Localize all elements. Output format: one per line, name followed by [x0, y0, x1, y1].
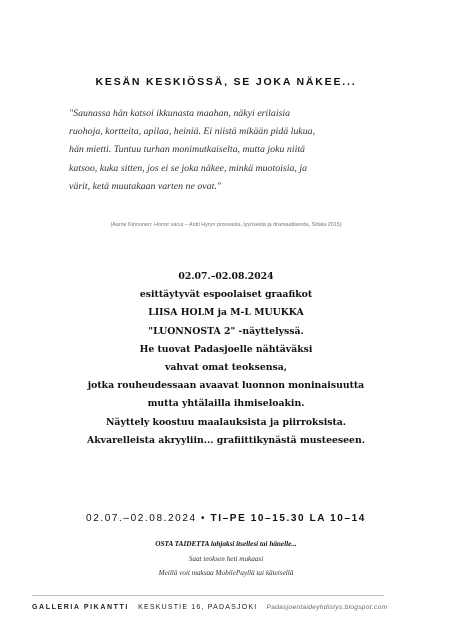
quote-line: värit, ketä muutakaan varten ne ovat."	[69, 180, 221, 192]
purchase-offer	[0, 537, 452, 581]
hours-times: TI–PE 10–15.30 LA 10–14	[210, 513, 366, 524]
bullet-separator: •	[201, 513, 207, 524]
offer-line: Meillä voit maksaa MobilePayllä tai käteisellä	[158, 569, 294, 577]
quote-source: (Aarne Kinnunen: Horror vacui – Antti Hyryn proosasta, lyyrisestä ja dramaattisesta, Siltala 2015)	[110, 222, 342, 228]
footer	[32, 604, 422, 611]
quote-block	[69, 105, 391, 196]
website-link[interactable]: Padasjoentaideyhdistys.blogspot.com	[266, 604, 388, 611]
gallery-address: KESKUSTIE 16, PADASJOKI	[138, 604, 258, 611]
info-line: Näyttely koostuu maalauksista ja piirroksista.	[105, 416, 347, 428]
info-line: vahvat omat teoksensa,	[165, 362, 287, 374]
exhibition-title: "LUONNOSTA 2" -näyttelyssä.	[148, 325, 304, 337]
exhibition-info	[0, 268, 452, 450]
info-line: Akvarelleista akryyliin... grafiittikynästä musteeseen.	[87, 434, 365, 446]
info-line: esittäytyvät espoolaiset graafikot	[139, 289, 313, 301]
quote-line: hän mietti. Tuntuu turhan monimutkaiselta, mutta joku niitä	[69, 144, 305, 156]
gallery-name: GALLERIA PIKANTTI	[32, 604, 129, 611]
quote-line: katsoo, kuka sitten, jos ei se joka näkee, minkä muotoisia, ja	[69, 162, 308, 174]
info-line: jotka rouheudessaan avaavat luonnon moninaisuutta	[87, 380, 365, 392]
headline: KESÄN KESKIÖSSÄ, SE JOKA NÄKEE...	[95, 76, 357, 88]
offer-title: OSTA TAIDETTA lahjaksi itsellesi tai hänelle...	[155, 540, 297, 548]
artist-names: LIISA HOLM ja M-L MUUKKA	[148, 307, 304, 319]
opening-hours	[0, 513, 452, 524]
info-line: He tuovat Padasjoelle nähtäväksi	[139, 343, 313, 355]
offer-line: Saat teoksen heti mukaasi	[188, 554, 264, 563]
quote-line: ruohoja, kortteita, apilaa, heiniä. Ei niistä mikään pidä lukua,	[69, 126, 316, 138]
footer-divider	[32, 595, 384, 596]
exhibition-dates: 02.07.–02.08.2024	[178, 271, 274, 282]
info-line: mutta yhtälailla ihmiseloakin.	[147, 398, 305, 410]
hours-dates: 02.07.–02.08.2024	[86, 513, 197, 524]
quote-line: "Saunassa hän katsoi ikkunasta maahan, näkyi erilaisia	[69, 108, 291, 119]
